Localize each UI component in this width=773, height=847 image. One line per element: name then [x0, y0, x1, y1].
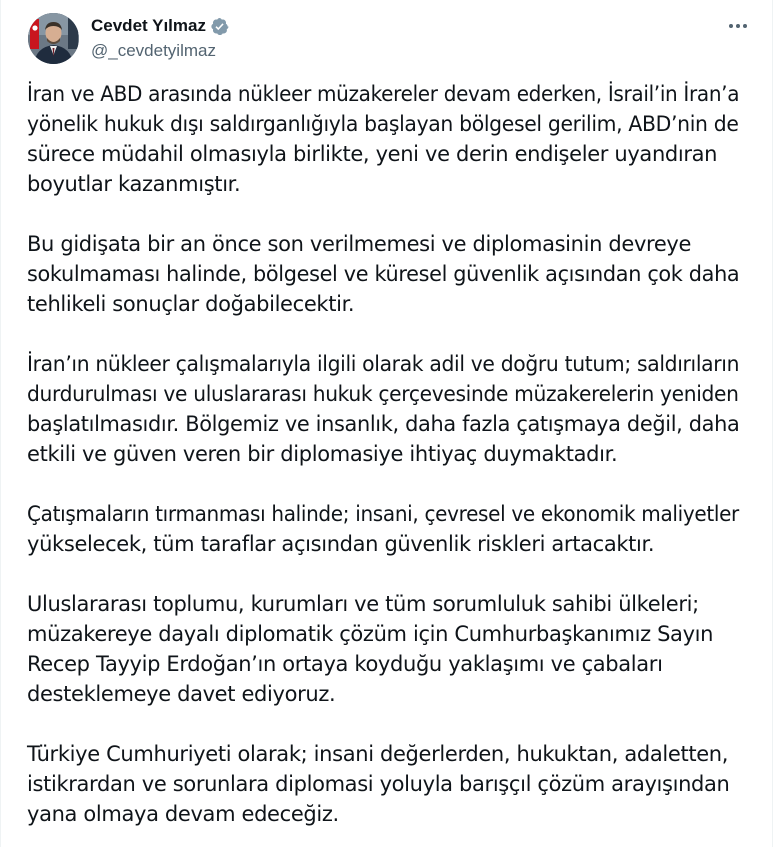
- text-line: sokulmaması halinde, bölgesel ve küresel güvenlik açısından çok daha: [27, 262, 740, 286]
- more-options-button[interactable]: [724, 15, 752, 37]
- text-line: etkili ve güven veren bir diplomasiye ihtiyaç duymaktadır.: [27, 442, 618, 466]
- text-line: boyutlar kazanmıştır.: [27, 172, 241, 196]
- text-line: Türkiye Cumhuriyeti olarak; insani değerlerden, hukuktan, adaletten,: [27, 742, 729, 766]
- text-line: istikrardan ve sorunlara diplomasi yoluyla barışçıl çözüm arayışından: [27, 772, 730, 796]
- user-handle[interactable]: @_cevdetyilmaz: [91, 41, 216, 60]
- avatar[interactable]: [28, 13, 79, 64]
- author-info: [91, 14, 229, 63]
- avatar-image: [28, 13, 79, 64]
- text-line: durdurulması ve uluslararası hukuk çerçevesinde müzakerelerin yeniden: [27, 382, 739, 406]
- display-name[interactable]: Cevdet Yılmaz: [91, 16, 206, 35]
- text-line: yana olmaya devam edeceğiz.: [27, 802, 339, 826]
- text-line: Çatışmaların tırmanması halinde; insani, çevresel ve ekonomik maliyetler: [27, 502, 739, 526]
- text-line: tehlikeli sonuçlar doğabilecektir.: [27, 292, 355, 316]
- text-line: müzakereye dayalı diplomatik çözüm için Cumhurbaşkanımız Sayın: [27, 622, 714, 646]
- post-paragraph: [27, 589, 739, 709]
- text-line: desteklemeye davet ediyoruz.: [27, 682, 336, 706]
- post-header: [28, 13, 752, 69]
- text-line: Bu gidişata bir an önce son verilmemesi ve diplomasinin devreye: [27, 232, 692, 256]
- text-line: İran’ın nükleer çalışmalarıyla ilgili olarak adil ve doğru tutum; saldırıların: [27, 352, 740, 376]
- more-horizontal-icon: [736, 24, 740, 28]
- more-horizontal-icon: [743, 24, 747, 28]
- post-paragraph: [27, 739, 739, 829]
- post-text: [27, 79, 739, 847]
- text-line: İran ve ABD arasında nükleer müzakereler devam ederken, İsrail’in İran’a: [27, 82, 740, 106]
- verified-badge-icon: [210, 17, 229, 36]
- more-horizontal-icon: [729, 24, 733, 28]
- text-line: sürece müdahil olmasıyla birlikte, yeni ve derin endişeler uyandıran: [27, 142, 718, 166]
- post-paragraph: [27, 229, 739, 319]
- post-paragraph: [27, 499, 739, 559]
- text-line: yükselecek, tüm taraflar açısından güvenlik riskleri artacaktır.: [27, 532, 655, 556]
- post-paragraph: [27, 79, 739, 199]
- text-line: Uluslararası toplumu, kurumları ve tüm sorumluluk sahibi ülkeleri;: [27, 592, 699, 616]
- text-line: başlatılmasıdır. Bölgemiz ve insanlık, daha fazla çatışmaya değil, daha: [27, 412, 740, 436]
- text-line: Recep Tayyip Erdoğan’ın ortaya koyduğu yaklaşımı ve çabaları: [27, 652, 663, 676]
- text-line: yönelik hukuk dışı saldırganlığıyla başlayan bölgesel gerilim, ABD’nin de: [27, 112, 739, 136]
- name-row: [91, 14, 229, 38]
- post-paragraph: [27, 349, 739, 469]
